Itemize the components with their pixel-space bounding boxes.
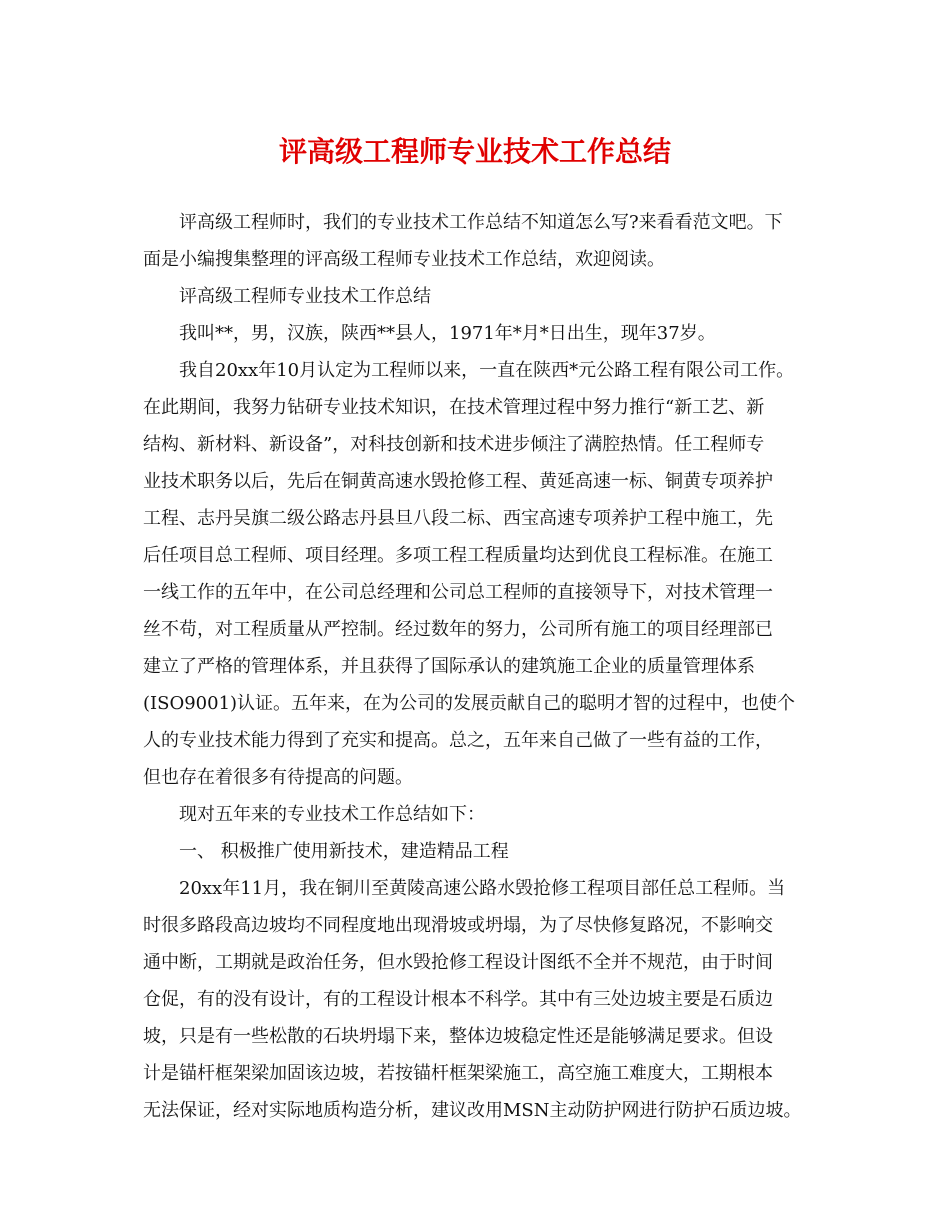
- text-line: 无法保证，经对实际地质构造分析，建议改用MSN主动防护网进行防护石质边坡。: [143, 1100, 802, 1121]
- text-line: 在此期间，我努力钻研专业技术知识，在技术管理过程中努力推行“新工艺、新: [143, 397, 765, 418]
- text-line: 通中断，工期就是政治任务，但水毁抢修工程设计图纸不全并不规范，由于时间: [143, 952, 773, 973]
- text-line: 计是锚杆框架梁加固该边坡，若按锚杆框架梁施工，高空施工难度大，工期根本: [143, 1063, 773, 1084]
- text-line: 坡，只是有一些松散的石块坍塌下来，整体边坡稳定性还是能够满足要求。但设: [143, 1026, 773, 1047]
- text-line: 建立了严格的管理体系，并且获得了国际承认的建筑施工企业的质量管理体系: [143, 656, 755, 677]
- text-line: 评高级工程师时，我们的专业技术工作总结不知道怎么写?来看看范文吧。下: [179, 212, 783, 233]
- text-line: 但也存在着很多有待提高的问题。: [143, 767, 413, 788]
- text-line: 我自20xx年10月认定为工程师以来，一直在陕西*元公路工程有限公司工作。: [179, 360, 795, 381]
- document-title: 评高级工程师专业技术工作总结: [278, 135, 671, 168]
- section-heading: 一、 积极推广使用新技术，建造精品工程: [179, 841, 509, 862]
- text-line: 时很多路段高边坡均不同程度地出现滑坡或坍塌，为了尽快修复路况，不影响交: [143, 915, 773, 936]
- text-line: 我叫**，男，汉族，陕西**县人，1971年*月*日出生，现年37岁。: [179, 323, 716, 344]
- text-line: (ISO9001)认证。五年来，在为公司的发展贡献自己的聪明才智的过程中，也使个: [143, 693, 796, 714]
- text-line: 人的专业技术能力得到了充实和提高。总之，五年来自己做了一些有益的工作，: [143, 730, 773, 751]
- text-line: 工程、志丹吴旗二级公路志丹县旦八段二标、西宝高速专项养护工程中施工，先: [143, 508, 773, 529]
- text-line: 现对五年来的专业技术工作总结如下：: [179, 804, 485, 825]
- text-line: 丝不苟，对工程质量从严控制。经过数年的努力，公司所有施工的项目经理部已: [143, 619, 773, 640]
- text-line: 业技术职务以后，先后在铜黄高速水毁抢修工程、黄延高速一标、铜黄专项养护: [143, 471, 773, 492]
- document-body: [143, 204, 809, 1129]
- text-line: 后任项目总工程师、项目经理。多项工程工程质量均达到优良工程标准。在施工: [143, 545, 773, 566]
- text-line: 结构、新材料、新设备”，对科技创新和技术进步倾注了满腔热情。任工程师专: [143, 434, 765, 455]
- text-line: 面是小编搜集整理的评高级工程师专业技术工作总结，欢迎阅读。: [143, 249, 665, 270]
- text-line: 仓促，有的没有设计，有的工程设计根本不科学。其中有三处边坡主要是石质边: [143, 989, 773, 1010]
- text-line: 一线工作的五年中，在公司总经理和公司总工程师的直接领导下，对技术管理一: [143, 582, 773, 603]
- text-line: 20xx年11月，我在铜川至黄陵高速公路水毁抢修工程项目部任总工程师。当: [179, 878, 786, 899]
- section-heading: 评高级工程师专业技术工作总结: [179, 286, 431, 307]
